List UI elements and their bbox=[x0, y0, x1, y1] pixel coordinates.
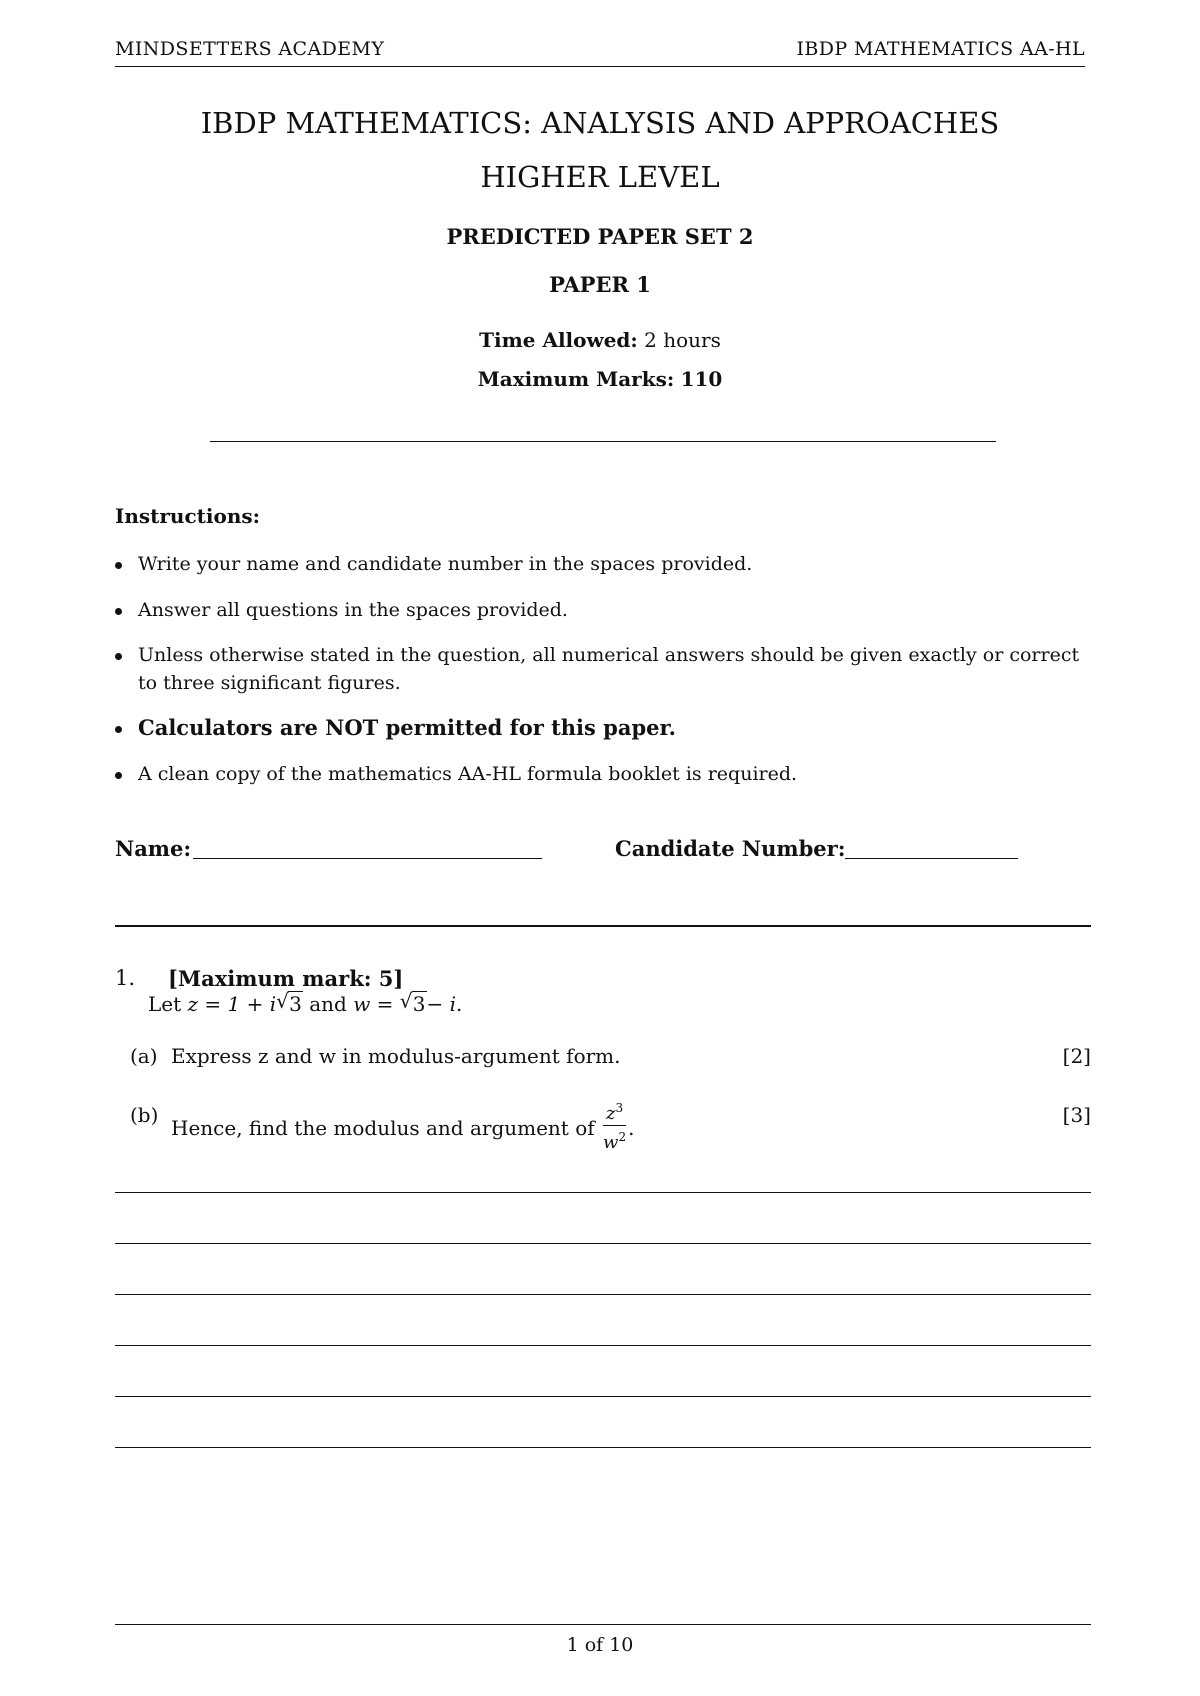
max-mark-text: [Maximum mark: 5] bbox=[168, 966, 404, 991]
bullet-icon bbox=[115, 653, 122, 660]
paper-number: PAPER 1 bbox=[549, 272, 651, 297]
part-marks: [2] bbox=[1062, 1044, 1091, 1068]
answer-line[interactable] bbox=[115, 1396, 1091, 1397]
instruction-item: Write your name and candidate number in the spaces provided. bbox=[115, 550, 1091, 578]
part-text: Hence, find the modulus and argument of $\frac{z^3}{w^2}$ . bbox=[171, 1101, 635, 1153]
instruction-item-calculators: Calculators are NOT permitted for this paper. bbox=[115, 714, 1091, 742]
answer-line[interactable] bbox=[115, 1447, 1091, 1448]
maximum-marks bbox=[0, 367, 1200, 391]
answer-line[interactable] bbox=[115, 1294, 1091, 1295]
bullet-icon bbox=[115, 726, 122, 733]
part-marks: [3] bbox=[1062, 1103, 1091, 1127]
marks-label: Maximum Marks: bbox=[477, 367, 675, 391]
name-label: Name: bbox=[115, 836, 192, 861]
answer-line[interactable] bbox=[115, 1345, 1091, 1346]
title-separator bbox=[210, 441, 996, 442]
candidate-number-label: Candidate Number: bbox=[615, 836, 846, 861]
sqrt-symbol: √ 3 bbox=[276, 989, 302, 1016]
sqrt-symbol: √ 3 bbox=[399, 989, 426, 1016]
paper-set: PREDICTED PAPER SET 2 bbox=[446, 224, 754, 249]
part-text: Express z and w in modulus-argument form. bbox=[171, 1044, 621, 1068]
fraction-z3-over-w2: $\frac{z^3}{w^2}$ bbox=[603, 1101, 627, 1153]
question-stem: Let z = 1 + i √ 3 and w = √ 3− i. bbox=[148, 989, 463, 1016]
bullet-icon bbox=[115, 562, 122, 569]
marks-value: 110 bbox=[680, 367, 723, 391]
time-label: Time Allowed: bbox=[479, 328, 638, 352]
answer-line[interactable] bbox=[115, 1192, 1091, 1193]
header-subject: IBDP MATHEMATICS AA-HL bbox=[796, 38, 1085, 60]
instruction-item: Answer all questions in the spaces provided. bbox=[115, 596, 1091, 624]
instructions-heading: Instructions: bbox=[115, 504, 261, 528]
header-academy: MINDSETTERS ACADEMY bbox=[115, 38, 385, 60]
title-line-1: IBDP MATHEMATICS: ANALYSIS AND APPROACHES bbox=[200, 106, 1000, 140]
title-line-2: HIGHER LEVEL bbox=[480, 160, 720, 194]
question-max-mark bbox=[168, 966, 403, 991]
instruction-item: A clean copy of the mathematics AA-HL formula booklet is required. bbox=[115, 760, 1091, 788]
instruction-item: Unless otherwise stated in the question, all numerical answers should be given exactly or correct to three significant figures. bbox=[115, 641, 1091, 697]
question-number: 1. bbox=[115, 966, 136, 990]
section-divider bbox=[115, 925, 1091, 927]
time-allowed bbox=[0, 328, 1200, 352]
bullet-icon bbox=[115, 772, 122, 779]
page-header bbox=[115, 38, 1085, 67]
footer-rule bbox=[115, 1624, 1091, 1625]
answer-line[interactable] bbox=[115, 1243, 1091, 1244]
time-value: 2 hours bbox=[644, 328, 721, 352]
candidate-number-field[interactable] bbox=[845, 858, 1018, 859]
part-label: (a) bbox=[130, 1044, 158, 1068]
part-label: (b) bbox=[130, 1103, 159, 1127]
page-number: 1 of 10 bbox=[566, 1634, 634, 1656]
bullet-icon bbox=[115, 608, 122, 615]
name-field[interactable] bbox=[193, 858, 542, 859]
